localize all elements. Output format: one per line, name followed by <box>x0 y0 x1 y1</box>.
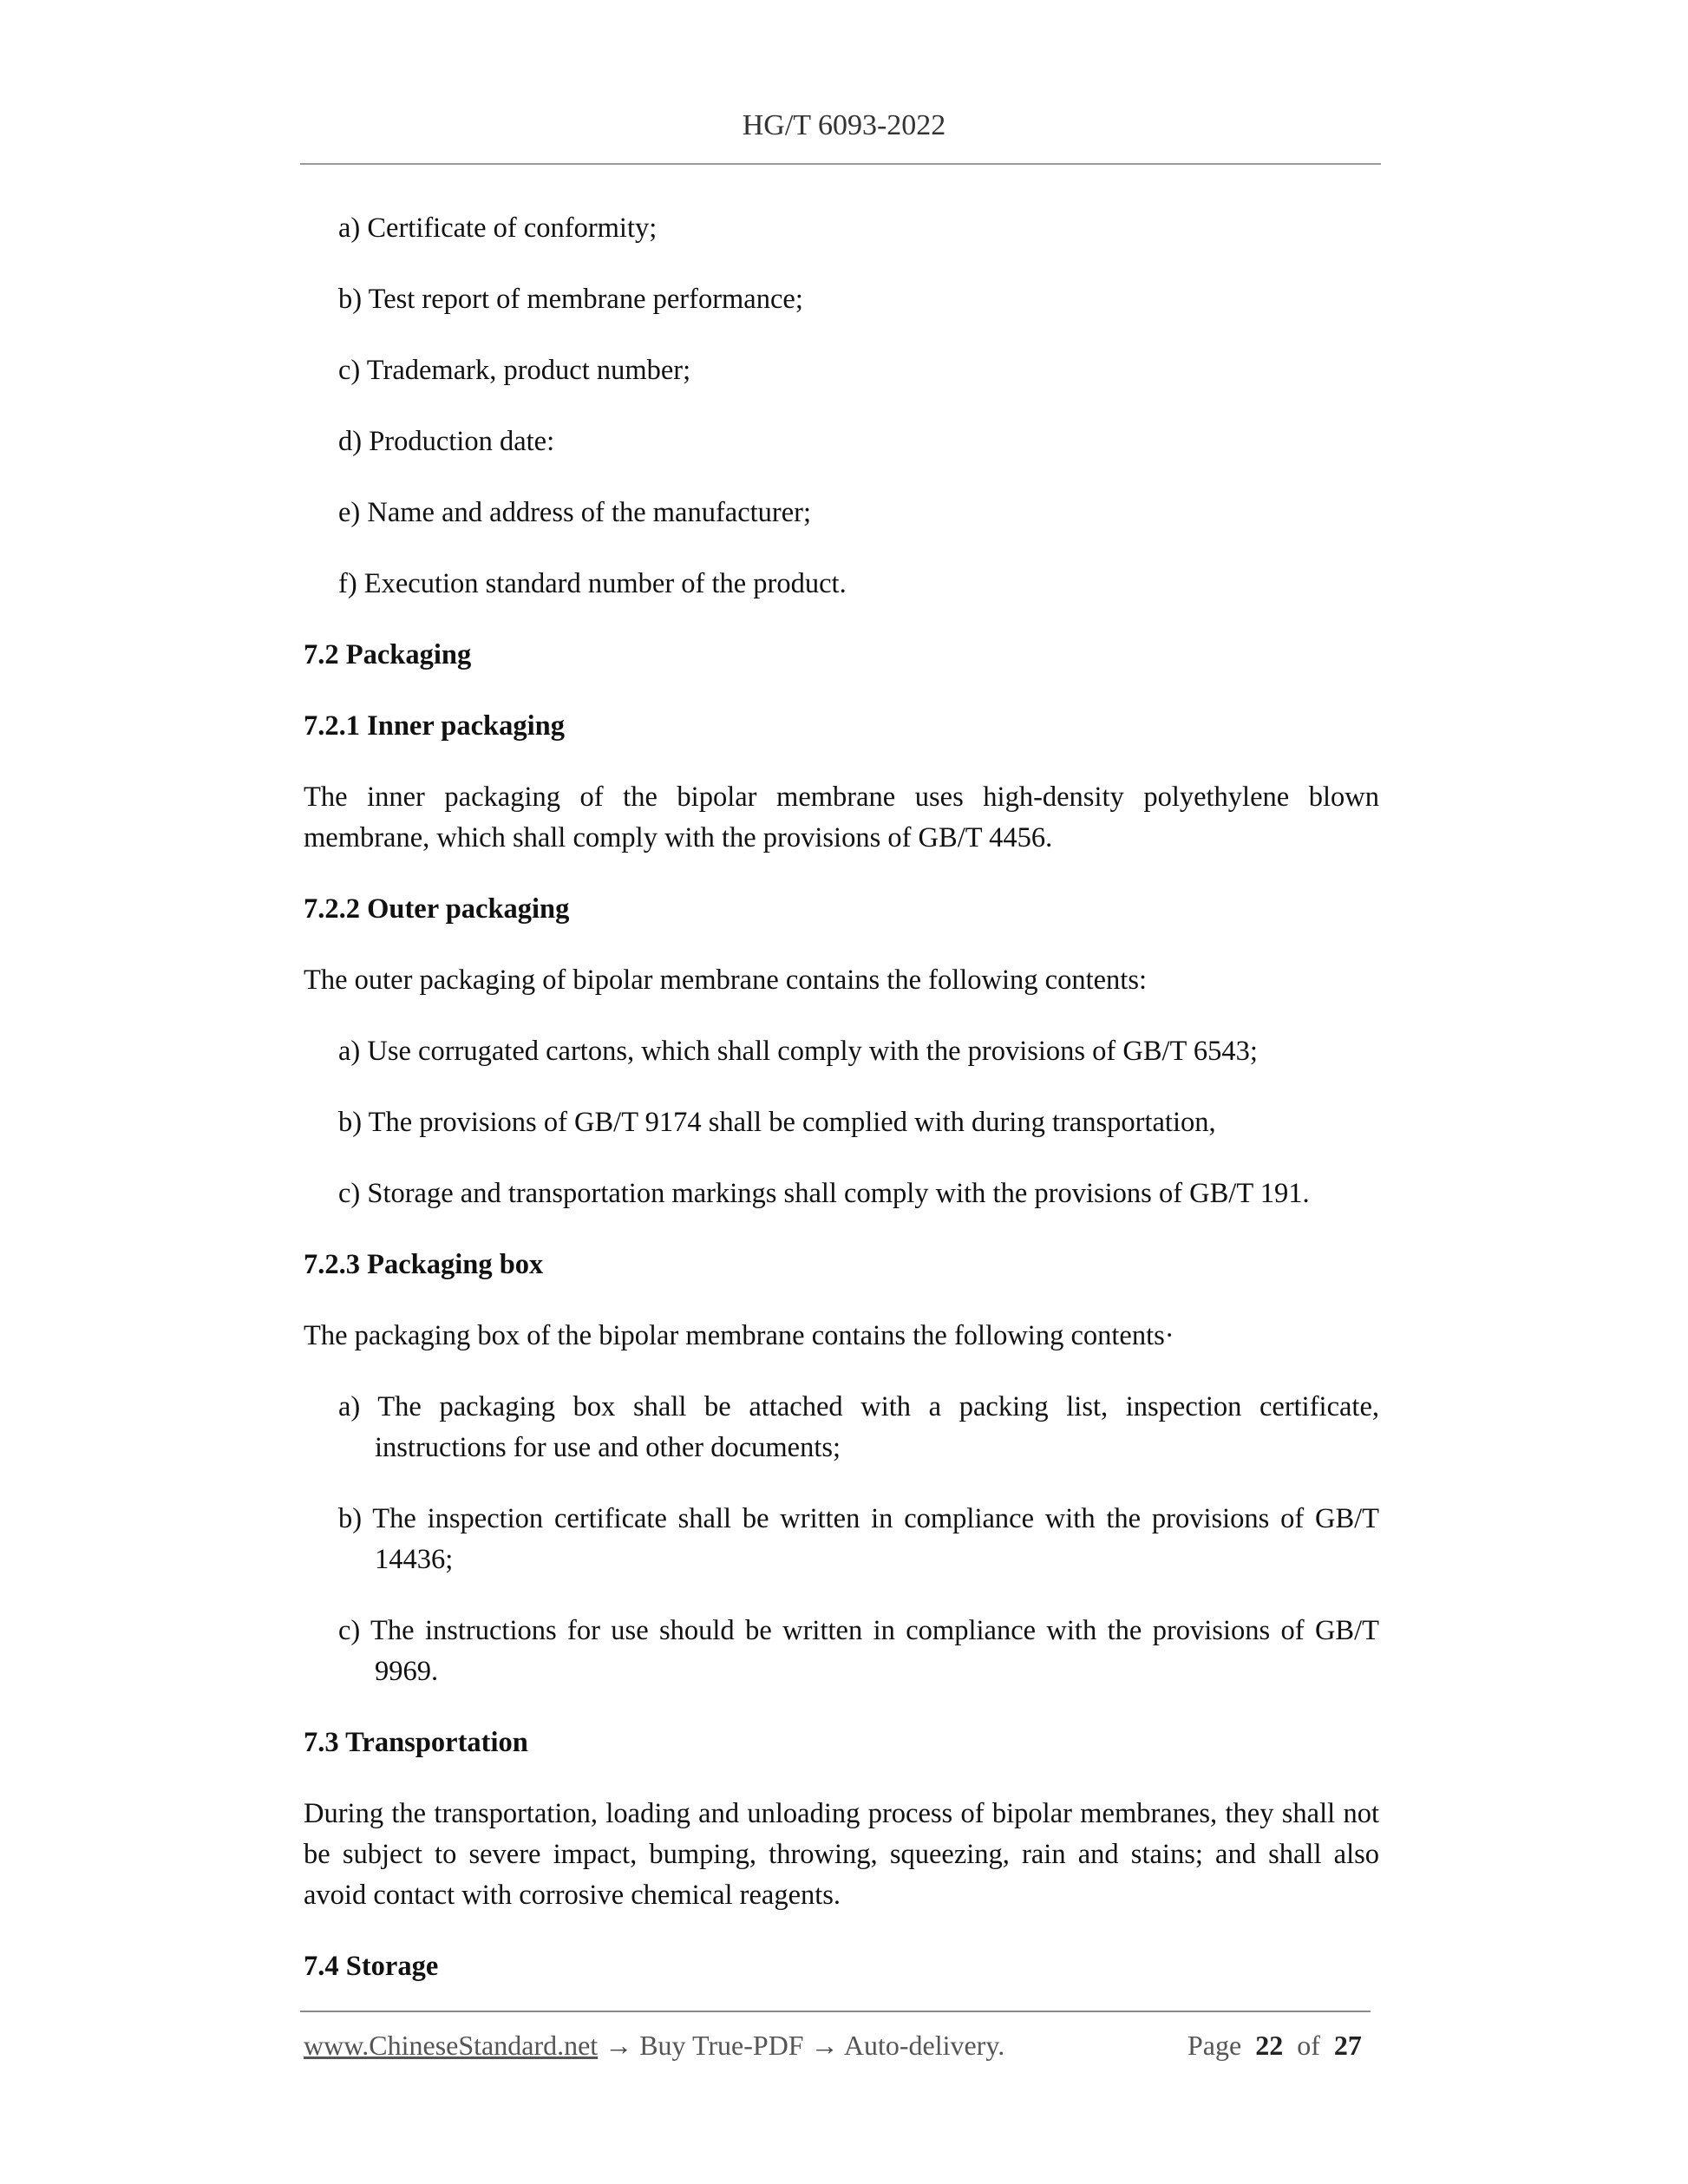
document-body <box>304 208 1379 2017</box>
list-item: d) Production date: <box>338 426 555 457</box>
arrow-right-icon: → <box>605 2030 633 2061</box>
list-item: b) The inspection certificate shall be written in compliance with the provisions of GB/T 14436; <box>338 1503 1379 1575</box>
page-header-title: HG/T 6093-2022 <box>742 109 946 141</box>
arrow-right-icon: → <box>810 2030 839 2061</box>
footer-delivery-text: Auto-delivery. <box>843 2030 1005 2061</box>
section-heading-7-2: 7.2 Packaging <box>304 639 472 670</box>
section-heading-7-4: 7.4 Storage <box>304 1951 439 1982</box>
page-number <box>1187 2030 1362 2062</box>
footer-promo <box>304 2030 1004 2062</box>
footer-buy-text: Buy True-PDF <box>639 2030 804 2061</box>
section-heading-7-2-1: 7.2.1 Inner packaging <box>304 710 565 742</box>
list-item: e) Name and address of the manufacturer; <box>338 497 812 528</box>
list-item: b) Test report of membrane performance; <box>338 284 803 315</box>
website-link[interactable]: www.ChineseStandard.net <box>304 2030 599 2061</box>
section-heading-7-2-3: 7.2.3 Packaging box <box>304 1249 544 1280</box>
paragraph-packaging-box-intro: The packaging box of the bipolar membrane contains the following contents· <box>304 1320 1174 1351</box>
list-item: b) The provisions of GB/T 9174 shall be complied with during transportation, <box>338 1107 1216 1138</box>
list-item: a) Certificate of conformity; <box>338 213 658 244</box>
paragraph-inner-packaging: The inner packaging of the bipolar membrane uses high-density polyethylene blown membrane, which shall comply with the provisions of GB/T 4456. <box>304 781 1379 853</box>
list-item: c) Trademark, product number; <box>338 355 691 386</box>
list-item: a) The packaging box shall be attached with a packing list, inspection certificate, instructions for use and other documents; <box>338 1391 1379 1463</box>
list-item: c) The instructions for use should be written in compliance with the provisions of GB/T 9969. <box>338 1615 1379 1687</box>
of-label: of <box>1297 2030 1320 2061</box>
section-heading-7-2-2: 7.2.2 Outer packaging <box>304 893 570 925</box>
footer-divider <box>300 2011 1371 2012</box>
list-item: c) Storage and transportation markings shall comply with the provisions of GB/T 191. <box>338 1178 1310 1209</box>
list-item: f) Execution standard number of the product. <box>338 568 847 599</box>
paragraph-outer-packaging-intro: The outer packaging of bipolar membrane contains the following contents: <box>304 964 1148 996</box>
list-item: a) Use corrugated cartons, which shall comply with the provisions of GB/T 6543; <box>338 1036 1258 1067</box>
page-current: 22 <box>1255 2030 1284 2061</box>
header-divider <box>300 163 1381 165</box>
page-label: Page <box>1187 2030 1242 2061</box>
paragraph-transportation: During the transportation, loading and unloading process of bipolar membranes, they shall not be subject to severe impact, bumping, throwing, squeezing, rain and stains; and shall also avoid contact with corrosive chemical reagents. <box>304 1798 1379 1911</box>
section-heading-7-3: 7.3 Transportation <box>304 1727 528 1758</box>
page-total: 27 <box>1333 2030 1362 2061</box>
